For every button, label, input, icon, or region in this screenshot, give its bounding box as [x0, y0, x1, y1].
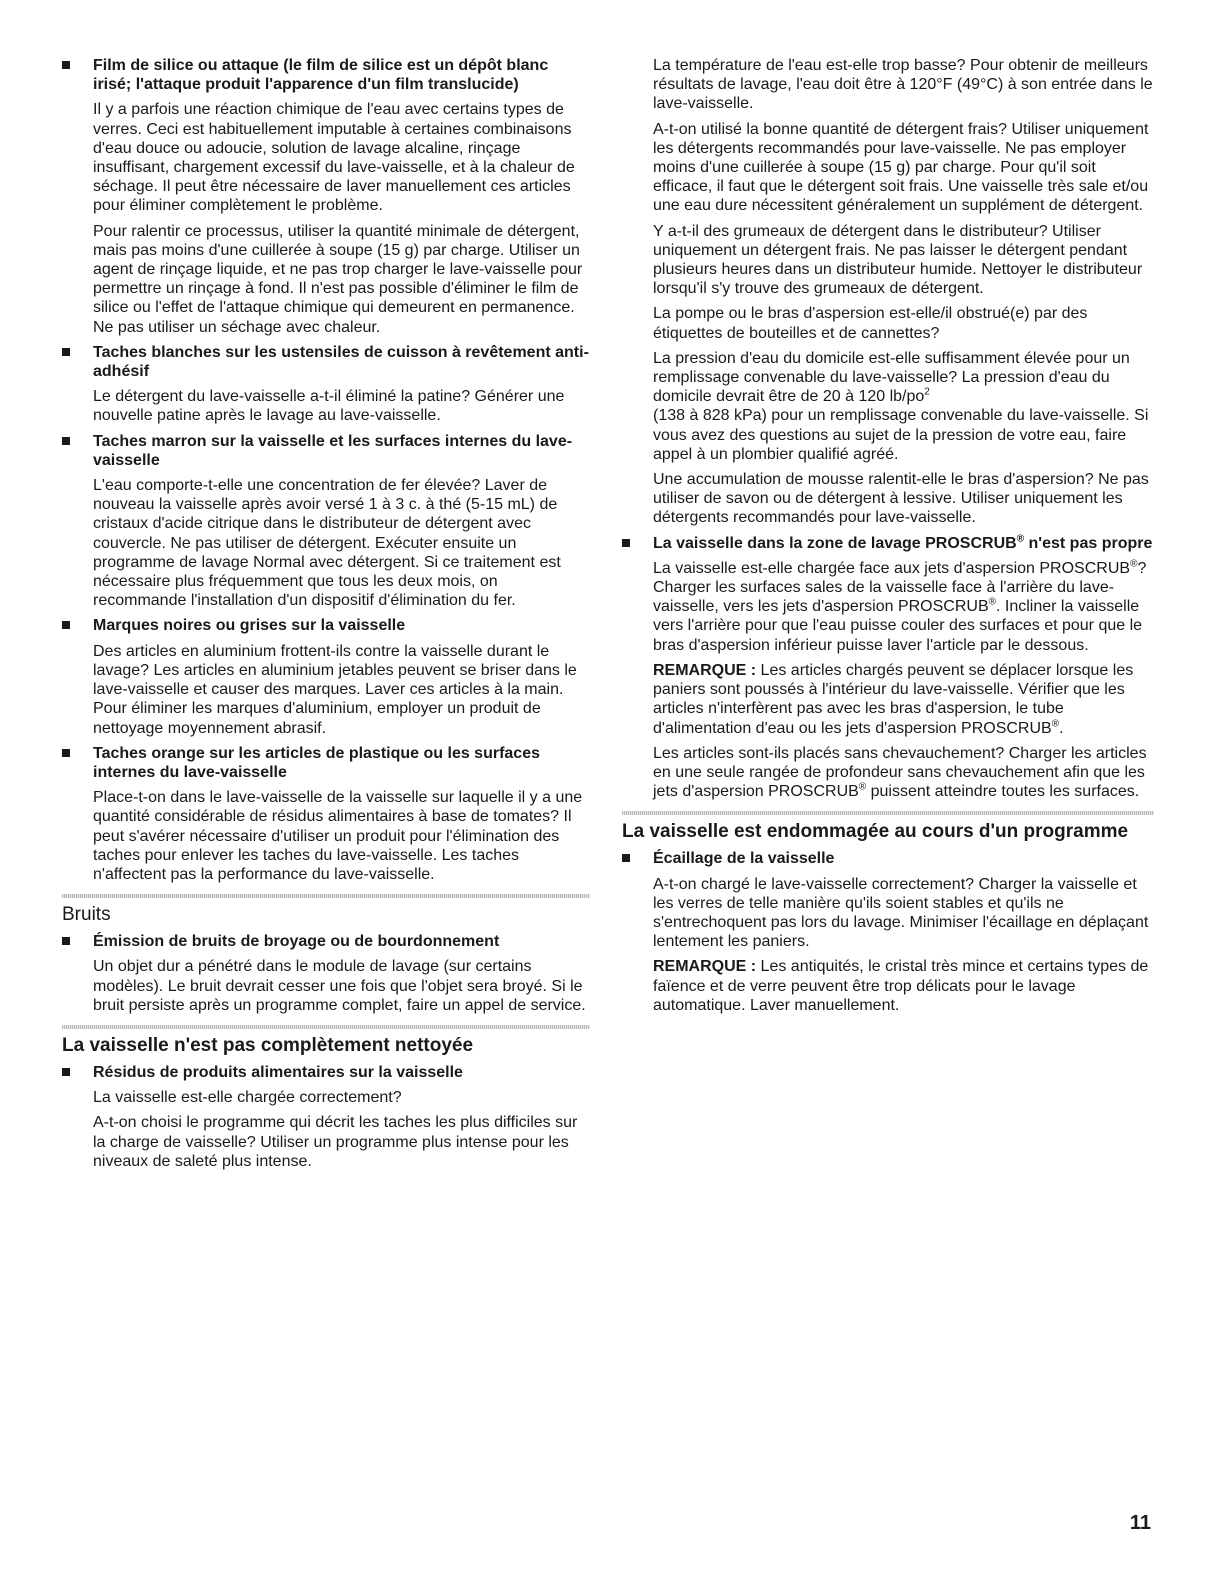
section-bruits — [62, 894, 590, 1015]
bullet-icon — [62, 937, 70, 945]
list-item — [62, 1063, 590, 1171]
paragraph: Un objet dur a pénétré dans le module de lavage (sur certains modèles). Le bruit devrait cesser une fois que l'objet sera broyé. Si le bruit persiste après un programme complet, faire un appel de service. — [93, 958, 586, 1014]
section-heading: La vaisselle n'est pas complètement nettoyée — [62, 1034, 474, 1056]
item-title: Taches orange sur les articles de plastique ou les surfaces internes du lave-vaisselle — [93, 744, 540, 781]
section-divider — [62, 1025, 590, 1029]
paragraph: La pompe ou le bras d'aspersion est-elle/il obstrué(e) par des étiquettes de bouteilles et de cannettes? — [653, 305, 1088, 342]
bullet-icon — [622, 539, 630, 547]
left-column — [62, 56, 590, 1177]
list-item — [62, 616, 590, 737]
list-item — [622, 849, 1154, 1015]
item-title: Taches blanches sur les ustensiles de cuisson à revêtement anti-adhésif — [93, 343, 589, 381]
section-endommagee — [622, 811, 1154, 1015]
paragraph: A-t-on choisi le programme qui décrit les taches les plus difficiles sur la charge de vaisselle? Utiliser un programme plus intense pour les niveaux de saleté plus intense. — [93, 1114, 578, 1170]
section-divider — [622, 811, 1154, 815]
paragraph: Les articles sont-ils placés sans chevauchement? Charger les articles en une seule rangée de profondeur sans chevauchement afin que les jets d'aspersion PROSCRUB® puissent atteindre toutes les surfaces. — [653, 744, 1147, 801]
section-heading: La vaisselle est endommagée au cours d'un programme — [622, 821, 1129, 843]
paragraph: Le détergent du lave-vaisselle a-t-il éliminé la patine? Générer une nouvelle patine après le lavage au lave-vaisselle. — [93, 388, 565, 425]
right-column — [622, 56, 1154, 1021]
paragraph: A-t-on chargé le lave-vaisselle correctement? Charger la vaisselle et les verres de telle manière qu'ils soient stables et qu'ils ne s'entrechoquent pas lors du lavage. Minimiser l'écaillage en déplaçant lentement les paniers. — [653, 875, 1149, 951]
list-item — [62, 432, 590, 611]
bullet-icon — [62, 749, 70, 757]
item-title: Film de silice ou attaque (le film de silice est un dépôt blanc irisé; l'attaque produit l'apparence d'un film translucide) — [93, 57, 549, 94]
paragraph: Pour ralentir ce processus, utiliser la quantité minimale de détergent, mais pas moins d'une cuillerée à soupe (15 g) par charge. Utiliser un agent de rinçage liquide, et ne pas trop charger le lave-vaisselle pour permettre un rinçage à fond. Il n'est pas possible d'éliminer le film de silice ou l'effet de l'attaque chimique qui demeurent en permanence. Ne pas utiliser un séchage avec chaleur. — [93, 222, 583, 336]
paragraph-pressure: La pression d'eau du domicile est-elle suffisamment élevée pour un remplissage convenable du lave-vaisselle? La pression d'eau du domicile devrait être de 20 à 120 $lb/po^2$ (138 à 828 kPa) pour un remplissage convenable du lave-vaisselle. Si vous avez des questions au sujet de la pression de votre eau, faire appel à un plombier qualifié agréé. — [653, 349, 1149, 463]
bullet-icon — [62, 348, 70, 356]
bullet-icon — [622, 854, 630, 862]
paragraph: Y a-t-il des grumeaux de détergent dans le distributeur? Utiliser uniquement un détergent frais. Ne pas laisser le détergent pendant plusieurs heures dans un distributeur humide. Nettoyer le distributeur lorsqu'il s'y trouve des grumeaux de détergent. — [653, 222, 1143, 298]
item-title: Écaillage de la vaisselle — [653, 850, 835, 868]
list-item — [62, 744, 590, 884]
paragraph: Une accumulation de mousse ralentit-elle le bras d'aspersion? Ne pas utiliser de savon ou de détergent à lessive. Utiliser uniquement les détergents recommandés pour lave-vaisselle. — [653, 471, 1149, 527]
item-title: Marques noires ou grises sur la vaisselle — [93, 617, 406, 635]
paragraph: A-t-on utilisé la bonne quantité de détergent frais? Utiliser uniquement les détergents recommandés pour lave-vaisselle. Ne pas employer moins d'une cuillerée à soupe (15 g) par charge. Pour qu'il soit efficace, il faut que le détergent soit frais. Une vaisselle très sale et/ou une eau dure nécessitent généralement un supplément de détergent. — [653, 120, 1149, 215]
list-item — [62, 932, 590, 1015]
bullet-icon — [62, 61, 70, 69]
paragraph: La vaisselle est-elle chargée face aux jets d'aspersion PROSCRUB®? Charger les surfaces sales de la vaisselle face à l'arrière du lave-vaisselle, vers les jets d'aspersion PROSCRUB®. Incliner la vaisselle vers l'arrière pour que l'eau puisse couler des surfaces et pour que le bras d'aspersion inférieur puisse laver l'article par le dessous. — [653, 558, 1147, 654]
paragraph-remark: REMARQUE : Les antiquités, le cristal très mince et certains types de faïence et de verre peuvent être trop délicats pour le lavage automatique. Laver manuellement. — [653, 958, 1149, 1014]
bullet-icon — [62, 621, 70, 629]
page-number: 11 — [1129, 1512, 1151, 1534]
paragraph-remark: REMARQUE : Les articles chargés peuvent se déplacer lorsque les paniers sont poussés à l'intérieur du lave-vaisselle. Vérifier que les articles n'interfèrent pas avec les bras d'aspersion, le tube d'alimentation d'eau ou les jets d'aspersion PROSCRUB®. — [653, 661, 1134, 737]
paragraph: La vaisselle est-elle chargée correctement? — [93, 1089, 402, 1107]
bullet-icon — [62, 1068, 70, 1076]
bullet-icon — [62, 437, 70, 445]
list-item — [62, 56, 590, 337]
paragraph: L'eau comporte-t-elle une concentration de fer élevée? Laver de nouveau la vaisselle après avoir versé 1 à 3 c. à thé (5-15 mL) de cristaux d'acide citrique dans le distributeur de détergent avec couvercle. Ne pas utiliser de détergent. Exécuter ensuite un programme de lavage Normal avec détergent. Si ce traitement est nécessaire plus fréquemment que tous les deux mois, on recommande l'installation d'un dispositif d'élimination du fer. — [93, 477, 561, 610]
section-divider — [62, 894, 590, 898]
paragraph: Il y a parfois une réaction chimique de l'eau avec certains types de verres. Ceci est habituellement imputable à certaines combinaisons d'eau douce ou adoucie, solution de lavage alcaline, rinçage insuffisant, chargement excessif du lave-vaisselle, et à la chaleur de séchage. Il peut être nécessaire de laver manuellement ces articles pour éliminer complètement le problème. — [93, 101, 575, 215]
item-title: Résidus de produits alimentaires sur la vaisselle — [93, 1063, 463, 1081]
section-heading: Bruits — [62, 904, 111, 926]
paragraph: La température de l'eau est-elle trop basse? Pour obtenir de meilleurs résultats de lavage, l'eau doit être à 120°F (49°C) à son entrée dans le lave-vaisselle. — [653, 57, 1153, 113]
section-nettoyee — [62, 1025, 590, 1171]
item-title: Émission de bruits de broyage ou de bourdonnement — [93, 933, 500, 951]
continued-text — [622, 56, 1154, 528]
item-title: La vaisselle dans la zone de lavage PROSCRUB® n'est pas propre — [653, 533, 1153, 552]
list-item — [622, 534, 1154, 802]
paragraph: Des articles en aluminium frottent-ils contre la vaisselle durant le lavage? Les articles en aluminium jetables peuvent se briser dans le lave-vaisselle et causer des marques. Laver ces articles à la main. Pour éliminer les marques d'aluminium, employer un produit de nettoyage moyennement abrasif. — [93, 642, 577, 737]
paragraph: Place-t-on dans le lave-vaisselle de la vaisselle sur laquelle il y a une quantité considérable de résidus alimentaires à base de tomates? Il peut s'avérer nécessaire d'utiliser un produit pour l'élimination des taches pour enlever les taches du lave-vaisselle. Les taches n'affectent pas la performance du lave-vaisselle. — [93, 789, 583, 883]
item-title: Taches marron sur la vaisselle et les surfaces internes du lave-vaisselle — [93, 432, 573, 469]
list-item — [62, 343, 590, 426]
